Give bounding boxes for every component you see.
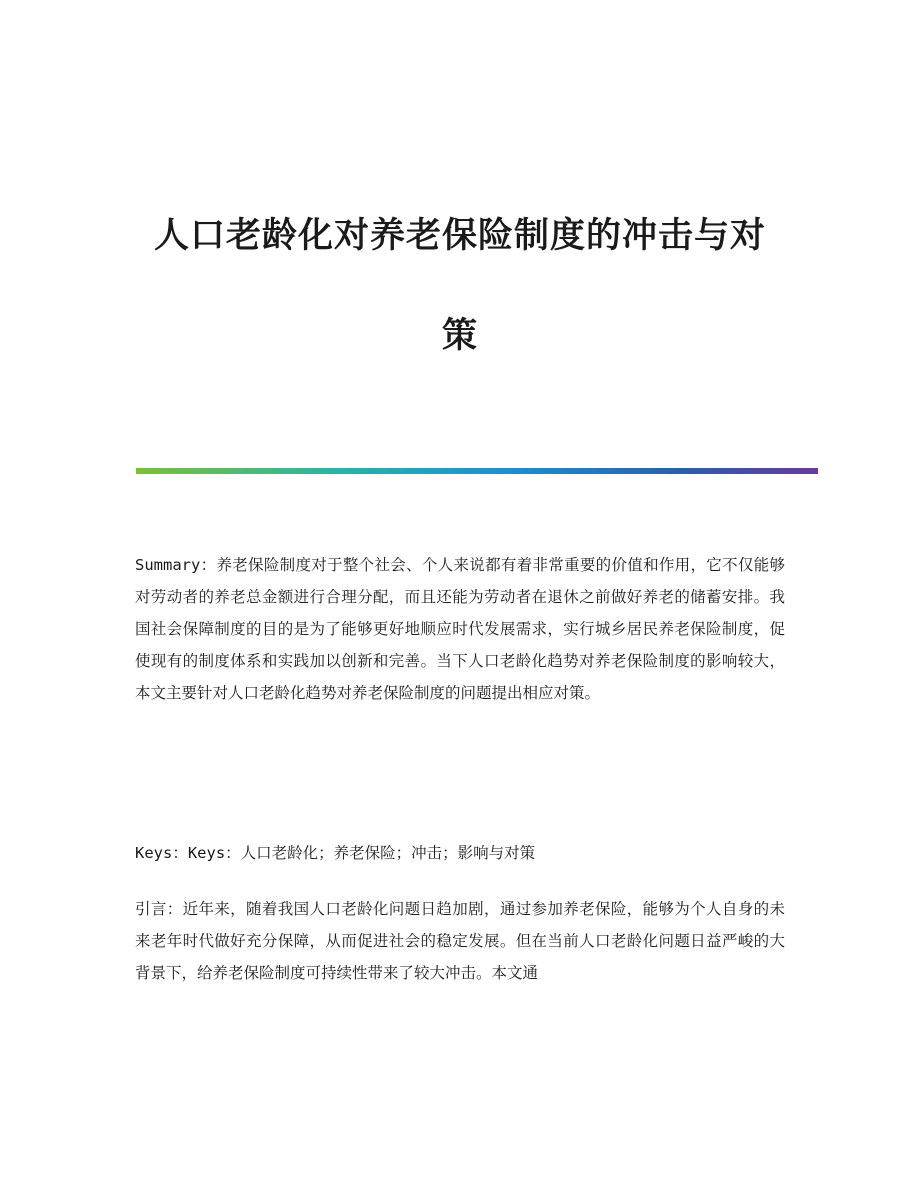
intro-paragraph (135, 893, 785, 989)
intro-text: 近年来，随着我国人口老龄化问题日趋加剧，通过参加养老保险，能够为个人自身的未来老年时代做好充分保障，从而促进社会的稳定发展。但在当前人口老龄化问题日益严峻的大背景下，给养老保险制度可持续性带来了较大冲击。本文通 (135, 900, 785, 982)
intro-label: 引言： (135, 900, 183, 918)
keys-label: Keys：Keys： (135, 844, 241, 862)
gradient-divider (136, 468, 818, 474)
title-line-1: 人口老龄化对养老保险制度的冲击与对 (153, 215, 766, 256)
keys-text: 人口老龄化；养老保险；冲击；影响与对策 (240, 844, 536, 862)
title-line-2: 策 (441, 315, 478, 356)
summary-paragraph (135, 549, 785, 709)
document-title (100, 186, 820, 386)
summary-text: 养老保险制度对于整个社会、个人来说都有着非常重要的价值和作用，它不仅能够对劳动者的养老总金额进行合理分配，而且还能为劳动者在退休之前做好养老的储蓄安排。我国社会保障制度的目的是为了能够更好地顺应时代发展需求，实行城乡居民养老保险制度，促使现有的制度体系和实践加以创新和完善。当下人口老龄化趋势对养老保险制度的影响较大，本文主要针对人口老龄化趋势对养老保险制度的问题提出相应对策。 (135, 556, 785, 702)
keywords-paragraph (135, 837, 785, 869)
summary-label: Summary： (135, 556, 217, 574)
